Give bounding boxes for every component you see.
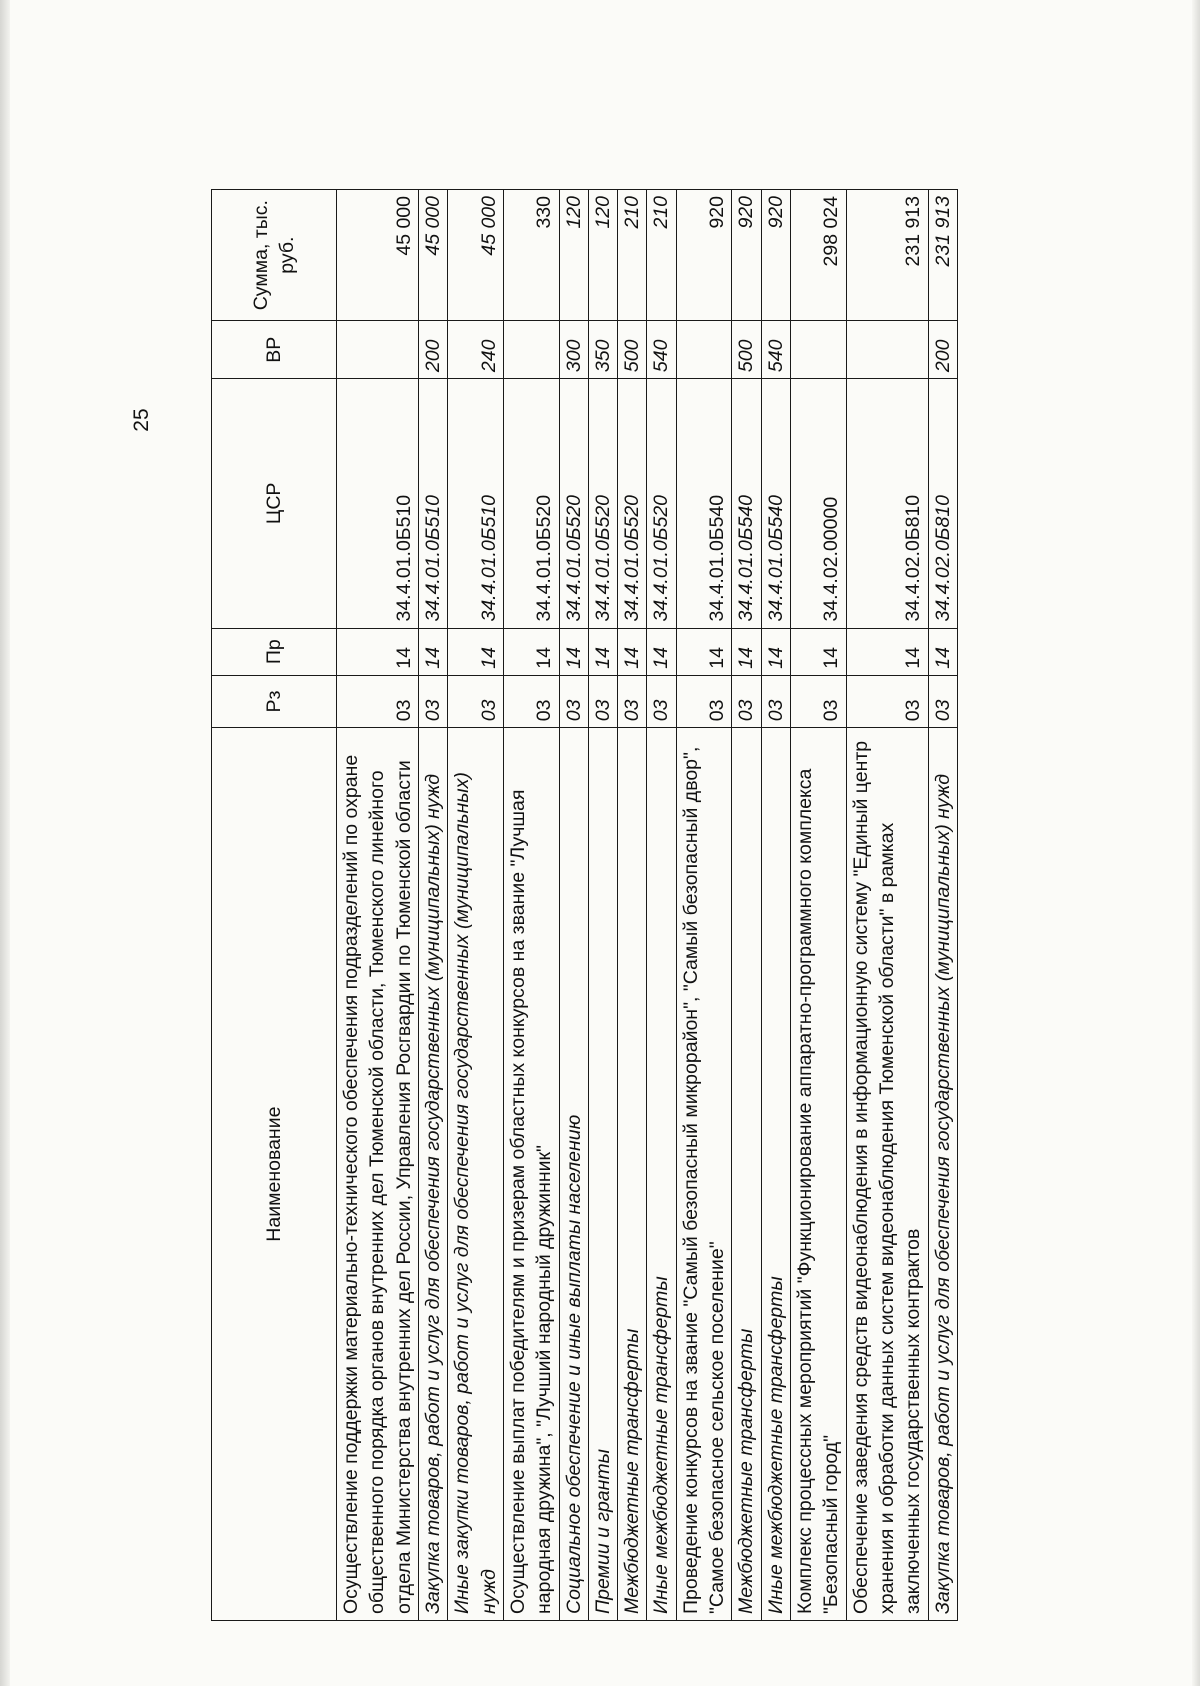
cell-name: Закупка товаров, работ и услуг для обеспечения государственных (муниципальных) нужд: [928, 728, 957, 1621]
cell-vr: 240: [448, 321, 504, 379]
cell-name: Иные межбюджетные трансферты: [647, 728, 676, 1621]
table-row: [732, 190, 761, 1621]
table-header-row: [212, 190, 337, 1621]
cell-csr: 34.4.01.0Б520: [588, 379, 617, 628]
cell-rz: 03: [559, 675, 588, 728]
cell-name: Закупка товаров, работ и услуг для обеспечения государственных (муниципальных) нужд: [418, 728, 447, 1621]
cell-name: Иные закупки товаров, работ и услуг для обеспечения государственных (муниципальных) нужд: [448, 728, 504, 1621]
cell-name: Осуществление поддержки материально-технического обеспечения подразделений по охране общественного порядка органов внутренних дел Тюменской области, Тюменского линейного отдела Министерства внутренних дел России, Управления Росгвардии по Тюменской области: [337, 728, 419, 1621]
cell-pr: 14: [418, 628, 447, 675]
cell-sum: 920: [732, 190, 761, 321]
cell-name: Проведение конкурсов на звание "Самый безопасный микрорайон", "Самый безопасный двор", "Самое безопасное сельское поселение": [676, 728, 732, 1621]
cell-csr: 34.4.01.0Б540: [761, 379, 790, 628]
cell-sum: 920: [676, 190, 732, 321]
cell-pr: 14: [503, 628, 559, 675]
cell-vr: 350: [588, 321, 617, 379]
cell-csr: 34.4.01.0Б510: [418, 379, 447, 628]
cell-name: Премии и гранты: [588, 728, 617, 1621]
cell-csr: 34.4.02.00000: [791, 379, 847, 628]
table-row: [647, 190, 676, 1621]
cell-vr: 540: [647, 321, 676, 379]
cell-sum: 330: [503, 190, 559, 321]
table-row: [448, 190, 504, 1621]
page-number: 25: [130, 408, 153, 432]
cell-csr: 34.4.01.0Б510: [448, 379, 504, 628]
cell-name: Обеспечение заведения средств видеонаблюдения в информационную систему "Единый центр хранения и обработки данных систем видеонаблюдения Тюменской области" в рамках заключенных государственных контрактов: [846, 728, 928, 1621]
cell-rz: 03: [337, 675, 419, 728]
cell-vr: 500: [618, 321, 647, 379]
cell-pr: 14: [846, 628, 928, 675]
cell-csr: 34.4.02.0Б810: [928, 379, 957, 628]
table-row: [588, 190, 617, 1621]
cell-vr: 500: [732, 321, 761, 379]
cell-rz: 03: [791, 675, 847, 728]
cell-rz: 03: [448, 675, 504, 728]
cell-rz: 03: [588, 675, 617, 728]
cell-name: Осуществление выплат победителям и призерам областных конкурсов на звание "Лучшая народная дружина", "Лучший народный дружинник": [503, 728, 559, 1621]
cell-csr: 34.4.01.0Б520: [503, 379, 559, 628]
table-row: [337, 190, 419, 1621]
cell-csr: 34.4.01.0Б520: [618, 379, 647, 628]
cell-csr: 34.4.01.0Б510: [337, 379, 419, 628]
cell-vr: [337, 321, 419, 379]
scan-edge-left: [0, 0, 10, 1686]
table-row: [418, 190, 447, 1621]
cell-vr: [503, 321, 559, 379]
cell-vr: [846, 321, 928, 379]
cell-sum: 120: [559, 190, 588, 321]
table-body: [337, 190, 958, 1621]
cell-rz: 03: [618, 675, 647, 728]
cell-rz: 03: [418, 675, 447, 728]
cell-pr: 14: [337, 628, 419, 675]
cell-pr: 14: [618, 628, 647, 675]
scan-edge-right: [1192, 0, 1200, 1686]
cell-csr: 34.4.01.0Б540: [732, 379, 761, 628]
cell-name: Иные межбюджетные трансферты: [761, 728, 790, 1621]
budget-table-container: [211, 189, 1061, 1621]
cell-vr: 200: [418, 321, 447, 379]
cell-pr: 14: [928, 628, 957, 675]
table-row: [676, 190, 732, 1621]
cell-csr: 34.4.01.0Б540: [676, 379, 732, 628]
table-row: [846, 190, 928, 1621]
header-rz: Рз: [212, 675, 337, 728]
cell-name: Комплекс процессных мероприятий "Функционирование аппаратно-программного комплекса "Безопасный город": [791, 728, 847, 1621]
cell-csr: 34.4.01.0Б520: [647, 379, 676, 628]
cell-pr: 14: [791, 628, 847, 675]
cell-vr: [791, 321, 847, 379]
cell-rz: 03: [761, 675, 790, 728]
cell-sum: 210: [647, 190, 676, 321]
cell-name: Межбюджетные трансферты: [618, 728, 647, 1621]
cell-sum: 45 000: [448, 190, 504, 321]
budget-table: [211, 189, 958, 1621]
cell-csr: 34.4.01.0Б520: [559, 379, 588, 628]
header-sum: Сумма, тыс. руб.: [212, 190, 337, 321]
cell-pr: 14: [559, 628, 588, 675]
cell-sum: 120: [588, 190, 617, 321]
cell-name: Социальное обеспечение и иные выплаты населению: [559, 728, 588, 1621]
cell-pr: 14: [761, 628, 790, 675]
cell-name: Межбюджетные трансферты: [732, 728, 761, 1621]
cell-sum: 298 024: [791, 190, 847, 321]
cell-rz: 03: [732, 675, 761, 728]
table-row: [503, 190, 559, 1621]
table-row: [761, 190, 790, 1621]
cell-vr: 300: [559, 321, 588, 379]
cell-sum: 210: [618, 190, 647, 321]
cell-sum: 45 000: [337, 190, 419, 321]
cell-csr: 34.4.02.0Б810: [846, 379, 928, 628]
cell-rz: 03: [846, 675, 928, 728]
table-row: [791, 190, 847, 1621]
cell-sum: 920: [761, 190, 790, 321]
cell-vr: [676, 321, 732, 379]
table-row: [559, 190, 588, 1621]
cell-rz: 03: [503, 675, 559, 728]
cell-pr: 14: [448, 628, 504, 675]
rotated-page-content: [145, 186, 1065, 1686]
header-vr: ВР: [212, 321, 337, 379]
cell-vr: 200: [928, 321, 957, 379]
cell-sum: 45 000: [418, 190, 447, 321]
cell-sum: 231 913: [846, 190, 928, 321]
header-pr: Пр: [212, 628, 337, 675]
cell-rz: 03: [676, 675, 732, 728]
cell-pr: 14: [732, 628, 761, 675]
cell-pr: 14: [588, 628, 617, 675]
table-row: [928, 190, 957, 1621]
header-csr: ЦСР: [212, 379, 337, 628]
header-name: Наименование: [212, 728, 337, 1621]
cell-sum: 231 913: [928, 190, 957, 321]
cell-vr: 540: [761, 321, 790, 379]
cell-pr: 14: [647, 628, 676, 675]
cell-pr: 14: [676, 628, 732, 675]
cell-rz: 03: [647, 675, 676, 728]
cell-rz: 03: [928, 675, 957, 728]
table-row: [618, 190, 647, 1621]
